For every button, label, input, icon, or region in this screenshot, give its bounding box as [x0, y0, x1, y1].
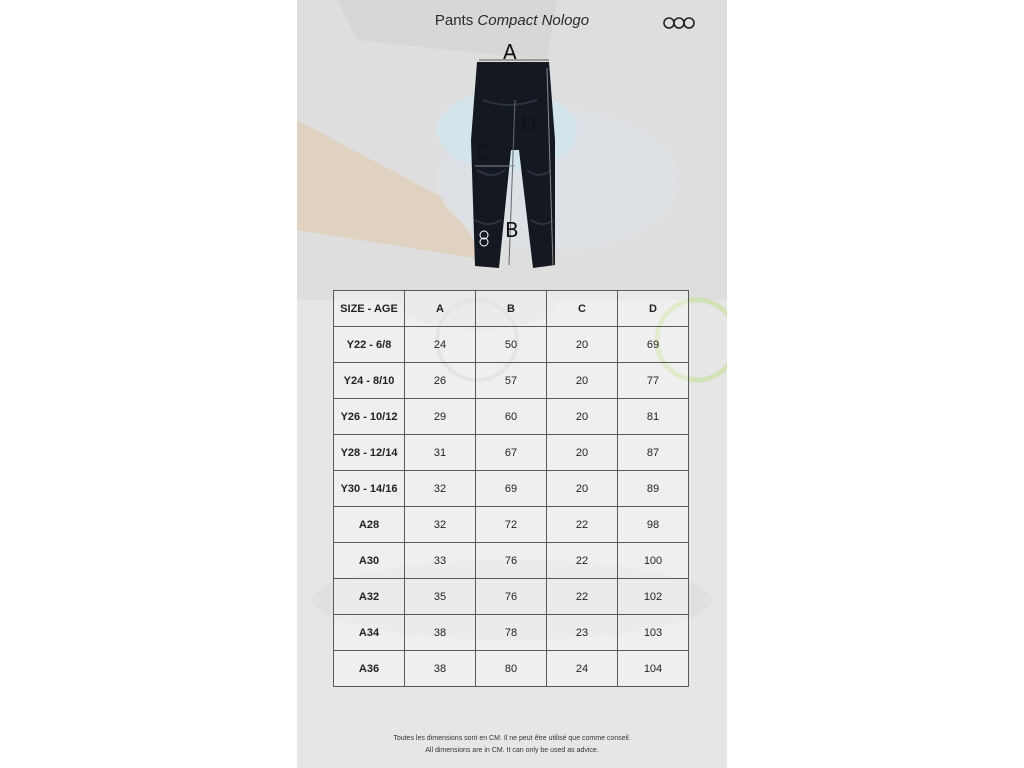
cell-d: 87 [618, 435, 689, 471]
cell-d: 103 [618, 615, 689, 651]
cell-c: 20 [547, 435, 618, 471]
cell-size: Y22 - 6/8 [334, 327, 405, 363]
cell-d: 77 [618, 363, 689, 399]
cell-size: Y30 - 14/16 [334, 471, 405, 507]
header-size-age: SIZE - AGE [334, 291, 405, 327]
cell-c: 23 [547, 615, 618, 651]
table-header-row [334, 291, 689, 327]
cell-size: A28 [334, 507, 405, 543]
brand-logo-icon [663, 16, 695, 30]
cell-a: 31 [405, 435, 476, 471]
cell-a: 33 [405, 543, 476, 579]
cell-b: 60 [476, 399, 547, 435]
cell-b: 67 [476, 435, 547, 471]
size-table [333, 290, 689, 687]
cell-d: 89 [618, 471, 689, 507]
cell-b: 76 [476, 579, 547, 615]
cell-b: 72 [476, 507, 547, 543]
cell-size: A32 [334, 579, 405, 615]
cell-c: 20 [547, 327, 618, 363]
label-d: D [521, 112, 537, 136]
cell-c: 22 [547, 579, 618, 615]
table-row [334, 363, 689, 399]
label-c: C [477, 140, 491, 164]
table-row [334, 579, 689, 615]
table-row [334, 651, 689, 687]
cell-d: 100 [618, 543, 689, 579]
title-prefix: Pants [434, 12, 474, 29]
cell-b: 57 [476, 363, 547, 399]
cell-size: A30 [334, 543, 405, 579]
cell-d: 102 [618, 579, 689, 615]
cell-c: 20 [547, 363, 618, 399]
cell-a: 38 [405, 651, 476, 687]
header-c: C [547, 291, 618, 327]
cell-c: 22 [547, 543, 618, 579]
cell-d: 69 [618, 327, 689, 363]
cell-b: 76 [476, 543, 547, 579]
cell-a: 24 [405, 327, 476, 363]
size-guide-panel [297, 0, 727, 768]
cell-c: 20 [547, 471, 618, 507]
cell-d: 81 [618, 399, 689, 435]
cell-c: 20 [547, 399, 618, 435]
cell-b: 50 [476, 327, 547, 363]
cell-a: 32 [405, 471, 476, 507]
cell-d: 98 [618, 507, 689, 543]
table-row [334, 543, 689, 579]
header-a: A [405, 291, 476, 327]
footer-note [297, 733, 727, 757]
cell-c: 22 [547, 507, 618, 543]
cell-a: 29 [405, 399, 476, 435]
table-row [334, 399, 689, 435]
cell-a: 35 [405, 579, 476, 615]
cell-b: 69 [476, 471, 547, 507]
table-row [334, 327, 689, 363]
cell-d: 104 [618, 651, 689, 687]
cell-size: Y28 - 12/14 [334, 435, 405, 471]
table-row [334, 435, 689, 471]
footer-line-fr: Toutes les dimensions sont en CM. Il ne peut être utilisé que comme conseil. [393, 735, 631, 742]
pants-diagram [447, 40, 577, 280]
cell-size: A34 [334, 615, 405, 651]
cell-size: A36 [334, 651, 405, 687]
table-row [334, 615, 689, 651]
cell-a: 26 [405, 363, 476, 399]
label-a: A [503, 40, 517, 64]
header-d: D [618, 291, 689, 327]
table-row [334, 471, 689, 507]
cell-b: 80 [476, 651, 547, 687]
cell-a: 38 [405, 615, 476, 651]
label-b: B [505, 218, 519, 242]
cell-size: Y26 - 10/12 [334, 399, 405, 435]
footer-line-en: All dimensions are in CM. It can only be used as advice. [425, 747, 599, 754]
cell-b: 78 [476, 615, 547, 651]
product-name: Compact Nologo [477, 12, 590, 29]
header-b: B [476, 291, 547, 327]
cell-size: Y24 - 8/10 [334, 363, 405, 399]
table-row [334, 507, 689, 543]
cell-c: 24 [547, 651, 618, 687]
cell-a: 32 [405, 507, 476, 543]
